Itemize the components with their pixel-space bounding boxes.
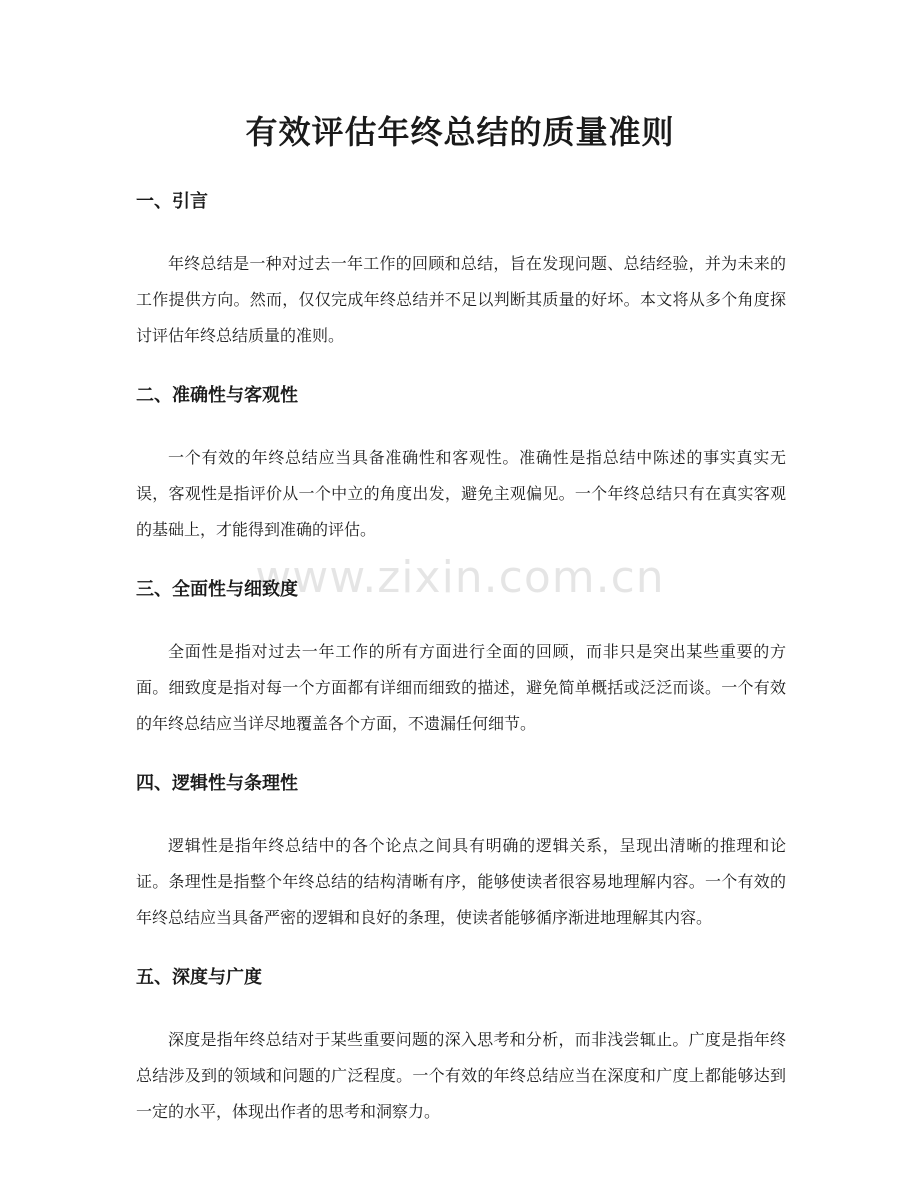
section-heading: 四、逻辑性与条理性 (136, 773, 298, 794)
section-accuracy-objectivity (136, 378, 786, 572)
section-paragraph: 年终总结是一种对过去一年工作的回顾和总结，旨在发现问题、总结经验，并为未来的工作提供方向。然而，仅仅完成年终总结并不足以判断其质量的好坏。本文将从多个角度探讨评估年终总结质量的准则。 (136, 254, 786, 345)
section-introduction (136, 184, 786, 378)
document-title: 有效评估年终总结的质量准则 (245, 113, 675, 151)
section-heading: 三、全面性与细致度 (136, 579, 298, 600)
section-paragraph: 全面性是指对过去一年工作的所有方面进行全面的回顾，而非只是突出某些重要的方面。细致度是指对每一个方面都有详细而细致的描述，避免简单概括或泛泛而谈。一个有效的年终总结应当详尽地覆盖各个方面，不遗漏任何细节。 (136, 642, 786, 733)
section-paragraph: 一个有效的年终总结应当具备准确性和客观性。准确性是指总结中陈述的事实真实无误，客观性是指评价从一个中立的角度出发，避免主观偏见。一个年终总结只有在真实客观的基础上，才能得到准确的评估。 (136, 448, 786, 539)
section-depth-breadth (136, 960, 786, 1130)
section-paragraph: 深度是指年终总结对于某些重要问题的深入思考和分析，而非浅尝辄止。广度是指年终总结涉及到的领域和问题的广泛程度。一个有效的年终总结应当在深度和广度上都能够达到一定的水平，体现出作者的思考和洞察力。 (136, 1030, 786, 1121)
section-logic-organization (136, 766, 786, 960)
section-heading: 一、引言 (136, 191, 208, 212)
section-comprehensiveness-detail (136, 572, 786, 766)
section-heading: 五、深度与广度 (136, 967, 262, 988)
watermark: www.zixin.com.cn (255, 552, 665, 603)
document-content (136, 184, 786, 1130)
section-heading: 二、准确性与客观性 (136, 385, 298, 406)
section-paragraph: 逻辑性是指年终总结中的各个论点之间具有明确的逻辑关系，呈现出清晰的推理和论证。条理性是指整个年终总结的结构清晰有序，能够使读者很容易地理解内容。一个有效的年终总结应当具备严密的逻辑和良好的条理，使读者能够循序渐进地理解其内容。 (136, 836, 786, 927)
